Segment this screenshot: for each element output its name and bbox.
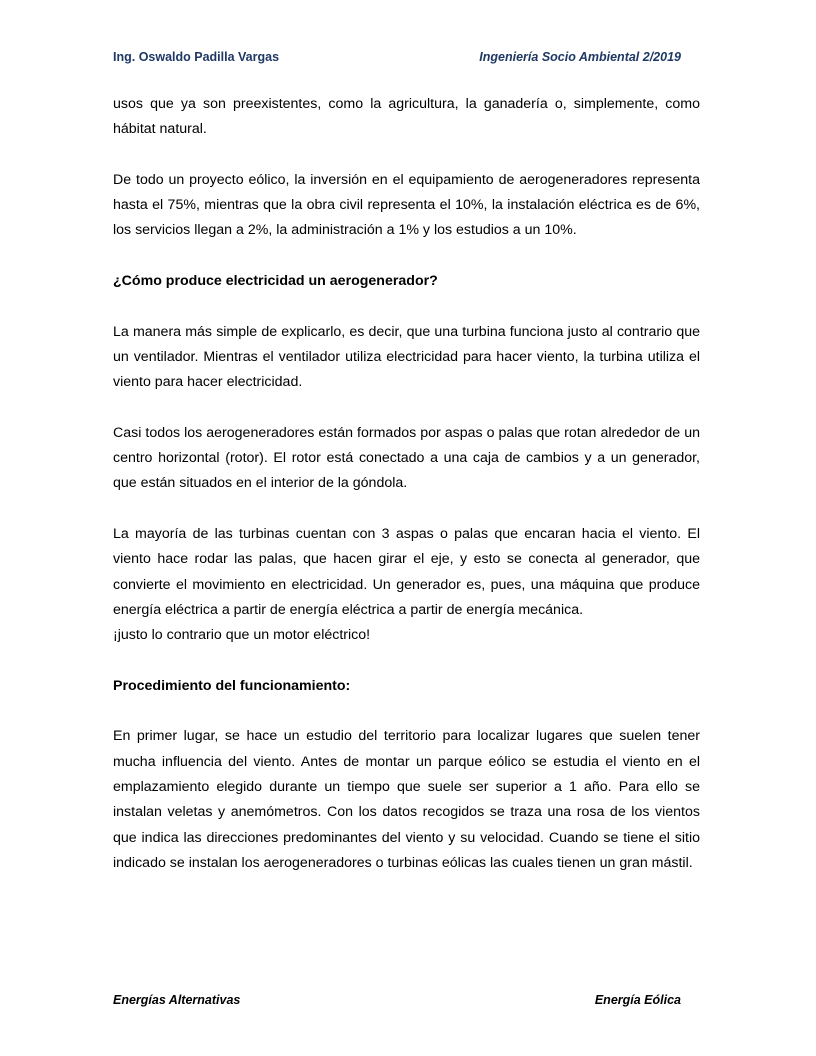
- header-course: Ingeniería Socio Ambiental 2/2019: [479, 50, 681, 64]
- paragraph-blades: La mayoría de las turbinas cuentan con 3 aspas o palas que encaran hacia el viento. El viento hace rodar las palas, que hacen girar el eje, y esto se conecta al generador, que convierte el movimiento en electricidad. Un generador es, pues, una máquina que produce energía eléctrica a partir de energía eléctrica a partir de energía mecánica.: [113, 526, 700, 618]
- section-heading-procedure: Procedimiento del funcionamiento:: [113, 677, 351, 694]
- section-heading-electricity: ¿Cómo produce electricidad un aerogenerador?: [113, 273, 438, 290]
- paragraph-procedure: En primer lugar, se hace un estudio del territorio para localizar lugares que suelen tener mucha influencia del viento. Antes de montar un parque eólico se estudia el viento en el emplazamiento elegido durante un tiempo que suele ser superior a 1 año. Para ello se instalan veletas y anemómetros. Con los datos recogidos se traza una rosa de los vientos que indica las direcciones predominantes del viento y su velocidad. Cuando se tiene el sitio indicado se instalan los aerogeneradores o turbinas eólicas las cuales tienen un gran mástil.: [113, 728, 700, 871]
- paragraph-motor-note: ¡justo lo contrario que un motor eléctrico!: [113, 627, 371, 644]
- paragraph-land-use: usos que ya son preexistentes, como la agricultura, la ganadería o, simplemente, como hábitat natural.: [113, 96, 700, 138]
- footer-topic: Energía Eólica: [594, 993, 681, 1007]
- paragraph-components: Casi todos los aerogeneradores están formados por aspas o palas que rotan alrededor de un centro horizontal (rotor). El rotor está conectado a una caja de cambios y a un generador, que están situados en el interior de la góndola.: [113, 424, 700, 492]
- paragraph-investment: De todo un proyecto eólico, la inversión en el equipamiento de aerogeneradores representa hasta el 75%, mientras que la obra civil representa el 10%, la instalación eléctrica es de 6%, los servicios llegan a 2%, la administración a 1% y los estudios a un 10%.: [113, 171, 700, 239]
- footer-subject: Energías Alternativas: [113, 993, 241, 1007]
- page-footer: [113, 993, 681, 1011]
- header-author: Ing. Oswaldo Padilla Vargas: [113, 50, 280, 64]
- paragraph-turbine-vs-fan: La manera más simple de explicarlo, es decir, que una turbina funciona justo al contrario que un ventilador. Mientras el ventilador utiliza electricidad para hacer viento, la turbina utiliza el viento para hacer electricidad.: [113, 323, 700, 391]
- document-body: [113, 92, 700, 902]
- page-header: [113, 50, 681, 68]
